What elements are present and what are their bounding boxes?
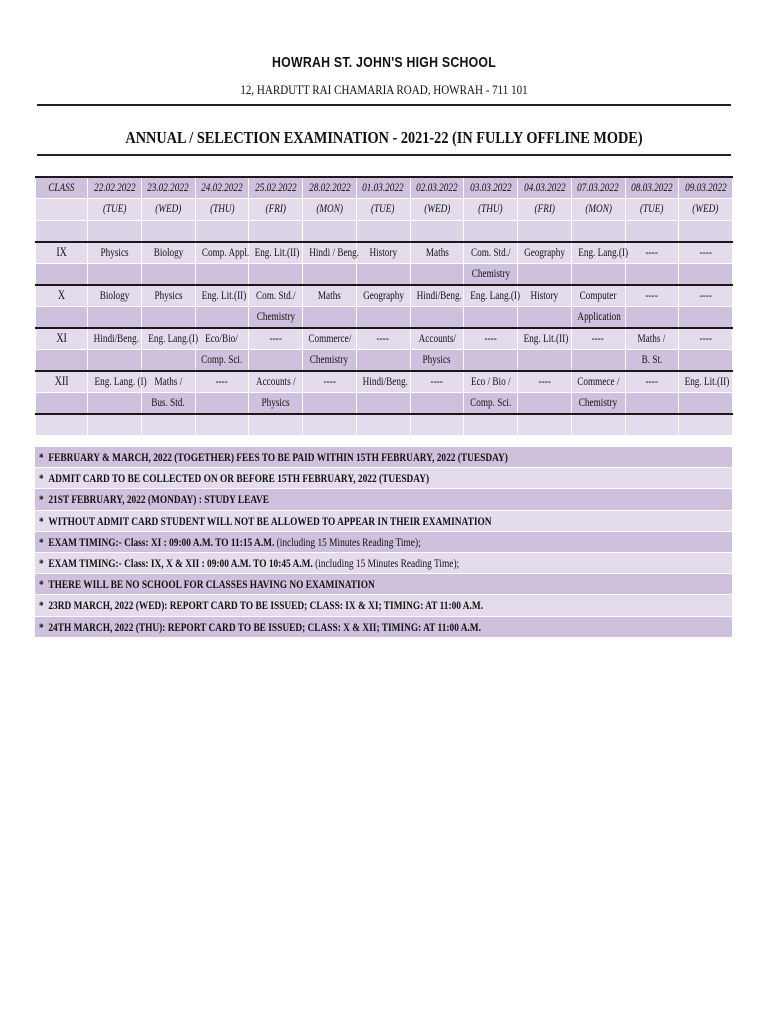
subject-cell: [679, 285, 733, 307]
subject-cell: [88, 242, 142, 264]
day-cell: [88, 199, 142, 221]
subject-cell: [249, 328, 303, 350]
subject-cell-text: Chemistry: [471, 267, 510, 280]
subject-cell: [249, 371, 303, 393]
subject-cell-text: Maths: [425, 246, 449, 259]
subject-cell-text: Hindi / Beng.: [309, 246, 360, 259]
class-cell-text: XII: [54, 374, 69, 388]
subject-cell-text: Hindi/Beng.: [416, 289, 462, 302]
subject-cell-text: Chemistry: [310, 353, 349, 366]
subject-cell-text: ----: [645, 375, 658, 388]
date-cell: [518, 177, 572, 199]
subject-cell: [625, 392, 679, 414]
subject-cell: [88, 371, 147, 393]
subject-cell-text: Maths: [317, 289, 341, 302]
subject-cell-text: ----: [215, 375, 228, 388]
subject-cell: [410, 285, 464, 307]
subject-cell: [518, 371, 572, 393]
subject-cell-text: History: [530, 289, 559, 302]
note-item: [35, 574, 732, 595]
class-cell-text: IX: [56, 245, 67, 259]
subject-cell-text: History: [369, 246, 397, 259]
day-cell: [195, 199, 249, 221]
note-text: FEBRUARY & MARCH, 2022 (TOGETHER) FEES TO BE PAID WITHIN 15TH FEBRUARY, 2022 (TUESDAY): [48, 450, 508, 464]
subject-cell-text: ----: [269, 332, 282, 345]
subject-cell-text: Eng. Lit.(II): [201, 289, 246, 302]
day-cell: [679, 199, 733, 221]
subject-cell-text: Comp. Appl.: [201, 246, 249, 259]
date-cell: [571, 177, 625, 199]
empty-cell: [141, 220, 195, 242]
date-cell-text: 23.02.2022: [147, 182, 189, 194]
note-text: 21ST FEBRUARY, 2022 (MONDAY) : STUDY LEAVE: [48, 492, 269, 507]
header-row-days: [36, 199, 733, 221]
subject-cell: [195, 285, 249, 307]
subject-cell-text: Com. Std./: [470, 246, 511, 259]
empty-cell: [410, 414, 464, 436]
subject-cell-text: Eng. Lit.(II): [684, 375, 730, 388]
empty-cell: [518, 414, 572, 436]
note-text: 24TH MARCH, 2022 (THU): REPORT CARD TO BE ISSUED; CLASS: X & XII; TIMING: AT 11:00 A.M.: [48, 619, 481, 634]
date-cell-text: 25.02.2022: [254, 182, 297, 194]
class-cell-blank: [36, 306, 88, 328]
note-item: [35, 468, 732, 489]
subject-cell: [518, 242, 572, 264]
spacer-row: [36, 220, 733, 242]
subject-cell-text: ----: [430, 375, 443, 388]
subject-cell: [141, 371, 195, 393]
subject-cell-text: Eng. Lang.(I): [577, 246, 628, 259]
subject-cell-text: Eco/Bio/: [205, 332, 239, 345]
bullet-marker: *: [39, 534, 44, 549]
subject-cell-text: ----: [376, 332, 390, 345]
subject-cell: [88, 349, 142, 371]
subject-cell: [679, 371, 733, 393]
subject-cell: [356, 285, 410, 307]
subject-cell: [625, 263, 679, 285]
subject-cell: [410, 349, 464, 371]
date-cell: [356, 177, 410, 199]
subject-cell: [88, 306, 142, 328]
empty-cell: [303, 414, 357, 436]
subject-cell: [88, 328, 142, 350]
subject-cell: [464, 392, 518, 414]
note-text: 23RD MARCH, 2022 (WED): REPORT CARD TO BE ISSUED; CLASS: IX & XI; TIMING: AT 11:00 A.M.: [48, 598, 484, 613]
school-address: 12, HARDUTT RAI CHAMARIA ROAD, HOWRAH - 711 101: [240, 82, 528, 97]
subject-cell: [625, 306, 679, 328]
date-cell: [249, 177, 303, 199]
note-item: [35, 595, 732, 616]
notes-list: [35, 447, 732, 638]
subject-cell: [356, 349, 410, 371]
subject-cell: [410, 242, 464, 264]
subject-cell-text: Physics: [422, 353, 451, 366]
empty-cell: [195, 220, 249, 242]
subject-cell: [303, 263, 357, 285]
subject-cell: [141, 263, 195, 285]
header-divider: [37, 104, 731, 106]
bullet-marker: *: [39, 619, 44, 634]
subject-cell-text: Commerce/: [308, 332, 352, 345]
subject-cell: [88, 392, 142, 414]
title-divider: [37, 154, 731, 156]
table-row: [36, 285, 733, 307]
subject-cell: [303, 371, 357, 393]
table-row: [36, 349, 733, 371]
table-row: [36, 242, 733, 264]
empty-cell: [356, 414, 410, 436]
day-cell-text: (WED): [692, 203, 719, 216]
subject-cell: [195, 242, 249, 264]
subject-cell-text: Physics: [261, 396, 290, 409]
empty-cell: [356, 220, 410, 242]
subject-cell: [410, 392, 464, 414]
day-cell: [249, 199, 303, 221]
subject-cell: [303, 349, 357, 371]
note-item: [35, 511, 732, 532]
empty-cell: [625, 414, 679, 436]
subject-cell-text: Accounts/: [418, 332, 456, 345]
date-cell-text: 04.03.2022: [523, 182, 566, 194]
subject-cell-text: Maths /: [637, 332, 666, 345]
subject-cell: [195, 349, 249, 371]
subject-cell-text: ----: [323, 375, 336, 388]
day-cell: [303, 199, 357, 221]
day-cell-text: (TUE): [640, 203, 664, 216]
subject-cell: [356, 306, 410, 328]
subject-cell: [356, 263, 410, 285]
subject-cell: [356, 392, 410, 414]
subject-cell-text: ----: [538, 375, 551, 388]
class-cell: [36, 285, 88, 307]
class-cell: [36, 242, 88, 264]
class-header-blank: [36, 199, 88, 221]
subject-cell: [141, 392, 195, 414]
subject-cell-text: Chemistry: [578, 396, 618, 409]
subject-cell: [518, 349, 572, 371]
subject-cell: [356, 242, 410, 264]
subject-cell: [356, 371, 410, 393]
subject-cell: [195, 328, 249, 350]
date-cell: [88, 177, 142, 199]
date-cell-text: 07.03.2022: [577, 182, 619, 194]
subject-cell: [571, 392, 625, 414]
day-cell: [356, 199, 410, 221]
bullet-marker: *: [39, 555, 44, 570]
empty-cell: [249, 414, 303, 436]
empty-cell: [464, 220, 518, 242]
subject-cell-text: ----: [645, 246, 658, 259]
subject-cell: [464, 371, 518, 393]
subject-cell-text: Comp. Sci.: [470, 396, 512, 409]
class-cell-blank: [36, 392, 88, 414]
note-text: EXAM TIMING:- Class: IX, X & XII : 09:00 A.M. TO 10:45 A.M.: [48, 555, 313, 570]
subject-cell-text: ----: [699, 332, 712, 345]
subject-cell: [249, 242, 303, 264]
day-cell: [571, 199, 625, 221]
class-cell-text: XI: [56, 331, 67, 345]
subject-cell: [410, 306, 464, 328]
subject-cell-text: Geography: [362, 289, 404, 302]
subject-cell-text: Physics: [100, 246, 129, 259]
day-cell-text: (MON): [584, 203, 612, 216]
subject-cell: [625, 349, 679, 371]
bullet-marker: *: [39, 598, 44, 613]
subject-cell-text: Maths /: [154, 375, 183, 388]
subject-cell: [679, 349, 733, 371]
bullet-marker: *: [39, 450, 44, 464]
subject-cell: [249, 285, 303, 307]
day-cell-text: (MON): [316, 203, 343, 216]
table-row: [36, 263, 733, 285]
date-cell: [625, 177, 679, 199]
date-cell-text: 01.03.2022: [362, 182, 404, 194]
subject-cell: [464, 349, 518, 371]
subject-cell: [518, 392, 572, 414]
date-cell-text: 22.02.2022: [93, 182, 136, 194]
empty-cell: [36, 220, 88, 242]
subject-cell: [195, 306, 249, 328]
subject-cell: [141, 306, 195, 328]
subject-cell: [679, 242, 733, 264]
subject-cell: [679, 328, 733, 350]
class-cell-blank: [36, 349, 88, 371]
subject-cell: [195, 371, 249, 393]
empty-cell: [88, 414, 142, 436]
subject-cell: [518, 285, 572, 307]
date-cell: [195, 177, 249, 199]
note-item: [35, 489, 732, 510]
subject-cell-text: ----: [484, 332, 497, 345]
subject-cell: [410, 328, 464, 350]
note-item: [35, 447, 732, 468]
exam-schedule-table: [35, 176, 733, 436]
subject-cell: [625, 371, 679, 393]
date-cell-text: 03.03.2022: [469, 182, 512, 194]
note-item: [35, 532, 732, 553]
empty-cell: [303, 220, 357, 242]
note-item: [35, 553, 732, 574]
empty-cell: [36, 414, 88, 436]
date-cell: [410, 177, 464, 199]
table-row: [36, 392, 733, 414]
date-cell-text: 24.02.2022: [201, 182, 243, 194]
subject-cell: [141, 328, 198, 350]
school-name: HOWRAH ST. JOHN'S HIGH SCHOOL: [272, 54, 496, 71]
class-cell: [36, 371, 88, 393]
subject-cell: [464, 328, 518, 350]
subject-cell: [464, 285, 521, 307]
class-header-cell-text: CLASS: [48, 182, 75, 194]
note-text: WITHOUT ADMIT CARD STUDENT WILL NOT BE ALLOWED TO APPEAR IN THEIR EXAMINATION: [48, 513, 492, 528]
subject-cell-text: Hindi/Beng.: [93, 332, 139, 345]
subject-cell: [249, 349, 303, 371]
date-cell: [464, 177, 518, 199]
note-text-detail: (including 15 Minutes Reading Time);: [274, 534, 421, 549]
class-cell: [36, 328, 88, 350]
subject-cell: [518, 328, 572, 350]
subject-cell-text: Geography: [523, 246, 565, 259]
note-item: [35, 617, 732, 638]
subject-cell: [410, 371, 464, 393]
subject-cell: [303, 285, 357, 307]
empty-cell: [571, 220, 625, 242]
day-cell: [410, 199, 464, 221]
subject-cell-text: ----: [645, 289, 658, 302]
subject-cell: [141, 349, 195, 371]
day-cell: [464, 199, 518, 221]
subject-cell: [88, 263, 142, 285]
header-row-dates: [36, 177, 733, 199]
subject-cell: [625, 328, 679, 350]
subject-cell-text: ----: [591, 332, 605, 345]
subject-cell: [249, 392, 303, 414]
empty-cell: [679, 414, 733, 436]
table-row: [36, 328, 733, 350]
empty-cell: [141, 414, 195, 436]
subject-cell-text: Accounts /: [255, 375, 296, 388]
subject-cell: [464, 242, 518, 264]
subject-cell: [303, 242, 360, 264]
subject-cell: [518, 263, 572, 285]
day-cell: [518, 199, 572, 221]
date-cell: [679, 177, 733, 199]
empty-cell: [88, 220, 142, 242]
exam-title: ANNUAL / SELECTION EXAMINATION - 2021-22 (IN FULLY OFFLINE MODE): [125, 128, 643, 147]
subject-cell: [518, 306, 572, 328]
subject-cell-text: Physics: [154, 289, 183, 302]
subject-cell-text: Hindi/Beng.: [362, 375, 408, 388]
subject-cell: [249, 263, 303, 285]
subject-cell-text: Computer: [579, 289, 617, 302]
subject-cell: [303, 306, 357, 328]
subject-cell-text: B. St.: [641, 353, 663, 366]
date-cell-text: 28.02.2022: [308, 182, 351, 194]
subject-cell-text: Com. Std./: [255, 289, 296, 302]
note-text-detail: (including 15 Minutes Reading Time);: [312, 555, 460, 570]
class-header-cell: [36, 177, 88, 199]
empty-cell: [195, 414, 249, 436]
bullet-marker: *: [39, 513, 44, 528]
class-cell-text: X: [57, 288, 66, 302]
subject-cell: [249, 306, 303, 328]
subject-cell: [464, 306, 518, 328]
subject-cell-text: Bus. Std.: [151, 396, 185, 409]
subject-cell: [410, 263, 464, 285]
day-cell-text: (THU): [209, 203, 235, 216]
subject-cell-text: ----: [699, 289, 712, 302]
subject-cell: [303, 392, 357, 414]
note-text: ADMIT CARD TO BE COLLECTED ON OR BEFORE 15TH FEBRUARY, 2022 (TUESDAY): [48, 471, 430, 486]
day-cell-text: (WED): [155, 203, 182, 216]
empty-cell: [518, 220, 572, 242]
date-cell-text: 02.03.2022: [416, 182, 458, 194]
subject-cell-text: Biology: [153, 246, 183, 259]
bullet-marker: *: [39, 492, 44, 507]
subject-cell: [464, 263, 518, 285]
subject-cell: [625, 242, 679, 264]
date-cell: [141, 177, 195, 199]
subject-cell: [88, 285, 142, 307]
date-cell: [303, 177, 357, 199]
subject-cell: [571, 371, 625, 393]
bullet-marker: *: [39, 577, 44, 592]
day-cell-text: (WED): [423, 203, 450, 216]
subject-cell: [571, 349, 625, 371]
subject-cell: [195, 392, 249, 414]
subject-cell: [571, 263, 625, 285]
empty-cell: [410, 220, 464, 242]
date-cell-text: 08.03.2022: [631, 182, 673, 194]
subject-cell-text: Eng. Lang. (I): [94, 375, 147, 388]
subject-cell: [195, 263, 249, 285]
date-cell-text: 09.03.2022: [684, 182, 727, 194]
subject-cell: [571, 328, 625, 350]
subject-cell: [141, 242, 195, 264]
empty-cell: [249, 220, 303, 242]
empty-cell: [625, 220, 679, 242]
table-row: [36, 306, 733, 328]
subject-cell-text: Eng. Lang.(I): [470, 289, 521, 302]
subject-cell: [356, 328, 410, 350]
day-cell-text: (FRI): [534, 203, 555, 216]
subject-cell-text: Eng. Lit.(II): [254, 246, 300, 259]
empty-cell: [464, 414, 518, 436]
subject-cell: [571, 242, 628, 264]
subject-cell-text: Biology: [99, 289, 130, 302]
class-cell-blank: [36, 263, 88, 285]
day-cell-text: (THU): [478, 203, 503, 216]
day-cell: [625, 199, 679, 221]
bullet-marker: *: [39, 471, 44, 486]
day-cell-text: (TUE): [371, 203, 395, 216]
subject-cell: [625, 285, 679, 307]
subject-cell-text: ----: [699, 246, 712, 259]
subject-cell: [679, 392, 733, 414]
subject-cell: [571, 285, 625, 307]
subject-cell: [679, 263, 733, 285]
subject-cell-text: Commece /: [577, 375, 620, 388]
day-cell: [141, 199, 195, 221]
subject-cell: [303, 328, 357, 350]
subject-cell-text: Chemistry: [256, 310, 295, 323]
empty-cell: [679, 220, 733, 242]
subject-cell-text: Eng. Lit.(II): [523, 332, 569, 345]
subject-cell: [141, 285, 195, 307]
empty-cell: [571, 414, 625, 436]
subject-cell-text: Comp. Sci.: [201, 353, 243, 366]
day-cell-text: (TUE): [102, 203, 127, 216]
subject-cell-text: Application: [577, 310, 621, 323]
note-text: EXAM TIMING:- Class: XI : 09:00 A.M. TO 11:15 A.M.: [48, 534, 275, 549]
subject-cell-text: Eng. Lang.(I): [147, 332, 198, 345]
subject-cell: [679, 306, 733, 328]
subject-cell-text: Eco / Bio /: [470, 375, 511, 388]
day-cell-text: (FRI): [265, 203, 286, 216]
note-text: THERE WILL BE NO SCHOOL FOR CLASSES HAVING NO EXAMINATION: [48, 577, 375, 592]
spacer-row: [36, 414, 733, 436]
subject-cell: [571, 306, 625, 328]
table-row: [36, 371, 733, 393]
